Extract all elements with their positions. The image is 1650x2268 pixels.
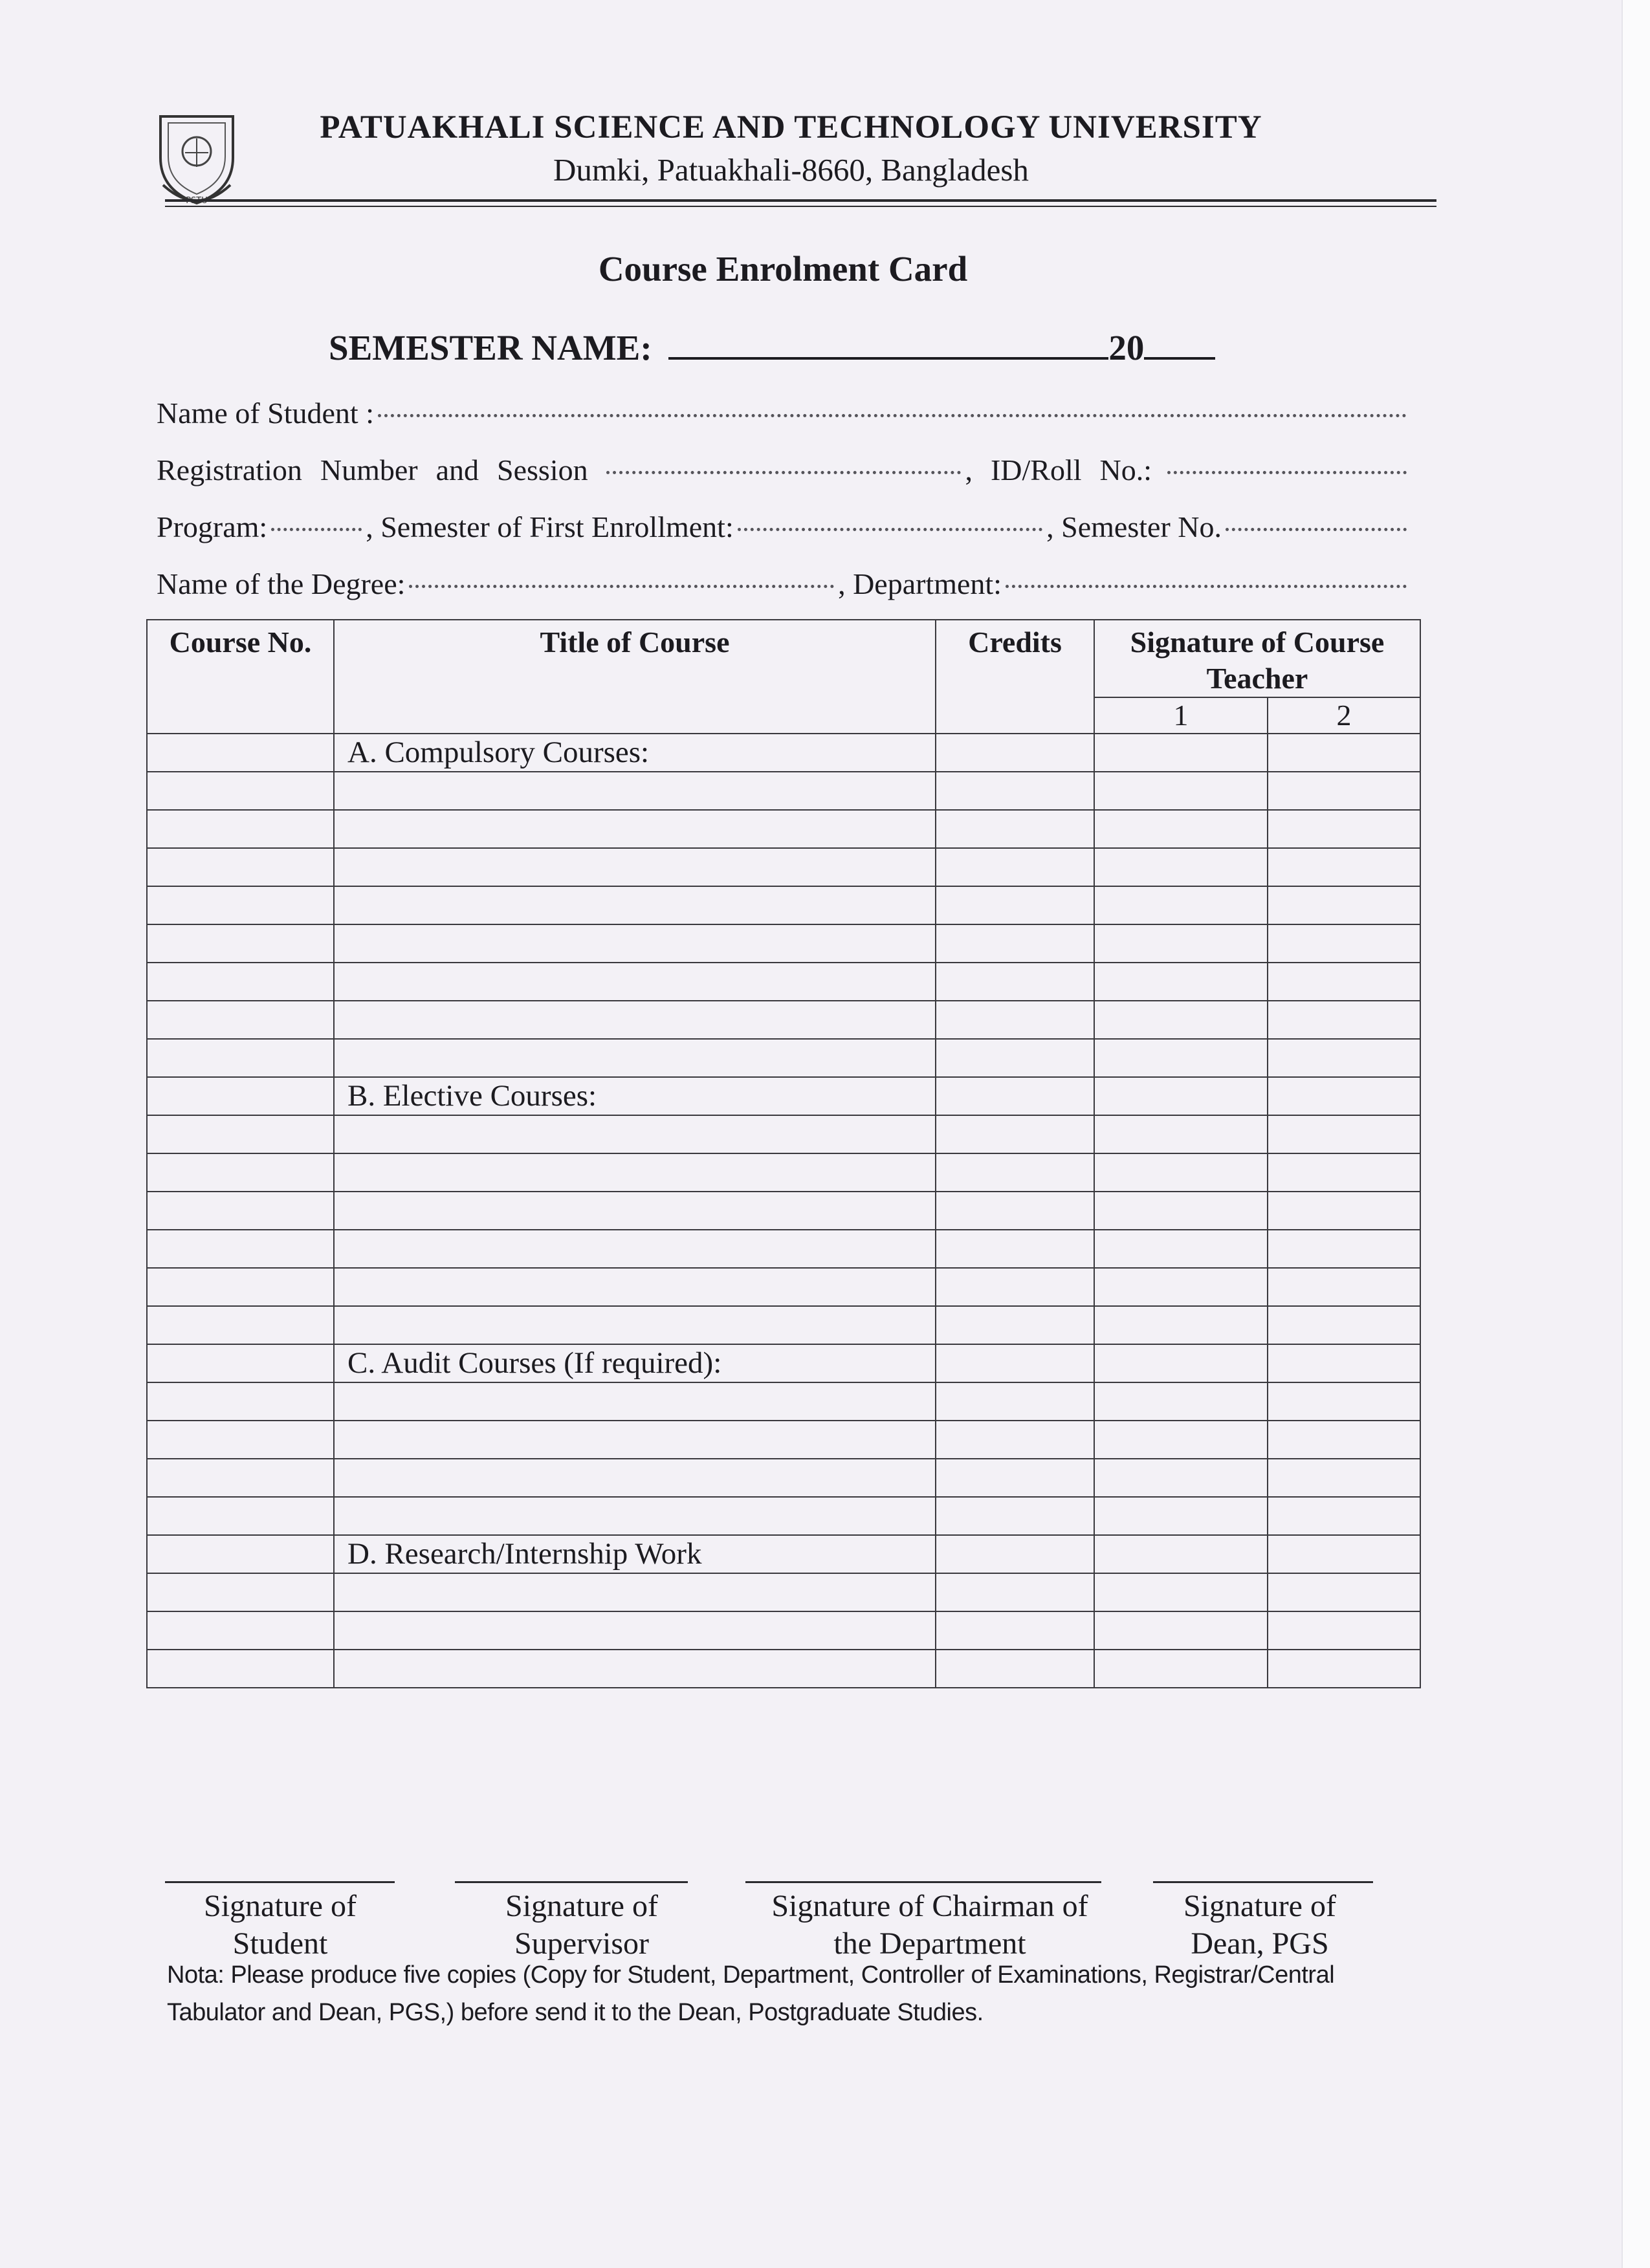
credits-cell[interactable]: [936, 1039, 1094, 1077]
table-row: [147, 1382, 1420, 1421]
signature-1-cell[interactable]: [1094, 1611, 1268, 1650]
title-cell[interactable]: [334, 1306, 936, 1344]
label-registration-and: and: [435, 453, 479, 486]
course-no-cell[interactable]: [147, 1497, 334, 1535]
signature-2-cell[interactable]: [1268, 1192, 1420, 1230]
signature-1-cell[interactable]: [1094, 848, 1268, 886]
comma-registration: ,: [965, 453, 973, 486]
table-row: [147, 848, 1420, 886]
credits-cell[interactable]: [936, 1535, 1094, 1573]
title-cell[interactable]: [334, 1650, 936, 1688]
label-name-of-student: Name of Student :: [157, 397, 374, 430]
credits-cell[interactable]: [936, 1306, 1094, 1344]
signature-chairman-label: [745, 1888, 1114, 1963]
label-registration-number: Number: [320, 453, 418, 486]
course-no-cell[interactable]: [147, 734, 334, 772]
label-registration: Registration: [157, 453, 302, 486]
title-cell[interactable]: [334, 810, 936, 848]
signature-2-cell[interactable]: [1268, 1573, 1420, 1611]
signature-1-cell[interactable]: [1094, 886, 1268, 924]
label-id-roll-no: No.:: [1099, 453, 1152, 486]
table-row: [147, 1192, 1420, 1230]
credits-cell[interactable]: [936, 1192, 1094, 1230]
signature-1-cell[interactable]: [1094, 1497, 1268, 1535]
signature-1-cell[interactable]: [1094, 1039, 1268, 1077]
semester-year-prefix: 20: [1108, 328, 1145, 367]
table-row: [147, 1077, 1420, 1115]
course-no-cell[interactable]: [147, 1001, 334, 1039]
semester-line: [329, 323, 1215, 368]
table-row: [147, 1039, 1420, 1077]
table-row: [147, 1306, 1420, 1344]
header-rule-thin: [165, 206, 1436, 207]
credits-cell[interactable]: [936, 1001, 1094, 1039]
label-semester-no: Semester No.: [1061, 510, 1222, 543]
course-no-cell[interactable]: [147, 1344, 334, 1382]
course-no-cell[interactable]: [147, 1039, 334, 1077]
table-row: [147, 1421, 1420, 1459]
label-id-roll: ID/Roll: [990, 453, 1082, 486]
university-address: Dumki, Patuakhali-8660, Bangladesh: [553, 152, 1029, 188]
signature-student-line1: Signature of: [204, 1889, 357, 1923]
course-no-cell[interactable]: [147, 1077, 334, 1115]
signature-1-cell[interactable]: [1094, 1535, 1268, 1573]
signature-2-cell[interactable]: [1268, 1421, 1420, 1459]
table-row: [147, 924, 1420, 963]
table-row: [147, 734, 1420, 772]
table-row: [147, 1535, 1420, 1573]
header-signature-2: 2: [1268, 697, 1420, 734]
label-semester-first-enrollment: Semester of First Enrollment:: [380, 510, 734, 543]
title-cell[interactable]: [334, 1459, 936, 1497]
title-cell[interactable]: [334, 1230, 936, 1268]
title-cell[interactable]: [334, 1153, 936, 1192]
signature-line-student[interactable]: [165, 1881, 395, 1883]
course-no-cell[interactable]: [147, 1153, 334, 1192]
credits-cell[interactable]: [936, 1611, 1094, 1650]
signature-1-cell[interactable]: [1094, 1421, 1268, 1459]
comma-degree: ,: [838, 567, 846, 600]
table-row: [147, 1268, 1420, 1306]
blank-id-roll[interactable]: [1167, 471, 1407, 474]
signature-2-cell[interactable]: [1268, 734, 1420, 772]
course-no-cell[interactable]: [147, 1115, 334, 1153]
course-no-cell[interactable]: [147, 1230, 334, 1268]
table-row: [147, 1115, 1420, 1153]
table-row: [147, 1497, 1420, 1535]
signature-2-cell[interactable]: [1268, 1459, 1420, 1497]
course-table-body: [147, 734, 1420, 1688]
signature-1-cell[interactable]: [1094, 1344, 1268, 1382]
signature-2-cell[interactable]: [1268, 1650, 1420, 1688]
signature-supervisor-line2: Supervisor: [514, 1926, 649, 1961]
signature-1-cell[interactable]: [1094, 772, 1268, 810]
signature-supervisor-line1: Signature of: [505, 1889, 658, 1923]
signature-2-cell[interactable]: [1268, 1268, 1420, 1306]
signature-dean-line1: Signature of: [1183, 1889, 1336, 1923]
course-no-cell[interactable]: [147, 924, 334, 963]
course-no-cell[interactable]: [147, 1306, 334, 1344]
title-cell[interactable]: [334, 1611, 936, 1650]
signature-1-cell[interactable]: [1094, 963, 1268, 1001]
title-cell[interactable]: [334, 1001, 936, 1039]
table-row: [147, 1611, 1420, 1650]
table-row: [147, 1153, 1420, 1192]
comma-program: ,: [366, 510, 373, 543]
signature-line-supervisor[interactable]: [455, 1881, 688, 1883]
university-name: PATUAKHALI SCIENCE AND TECHNOLOGY UNIVERSITY: [320, 109, 1262, 146]
header-signature-1: 1: [1094, 697, 1268, 734]
signature-2-cell[interactable]: [1268, 924, 1420, 963]
table-row: [147, 772, 1420, 810]
signature-2-cell[interactable]: [1268, 1001, 1420, 1039]
signature-1-cell[interactable]: [1094, 1230, 1268, 1268]
title-cell[interactable]: [334, 1268, 936, 1306]
comma-semester-first: ,: [1046, 510, 1054, 543]
signature-line-dean[interactable]: [1153, 1881, 1373, 1883]
header-title-of-course: Title of Course: [334, 620, 936, 734]
title-cell[interactable]: [334, 886, 936, 924]
title-cell[interactable]: [334, 1497, 936, 1535]
course-no-cell[interactable]: [147, 1650, 334, 1688]
credits-cell[interactable]: [936, 1153, 1094, 1192]
signature-2-cell[interactable]: [1268, 1306, 1420, 1344]
signature-1-cell[interactable]: [1094, 1077, 1268, 1115]
blank-registration[interactable]: [606, 471, 962, 474]
credits-cell[interactable]: [936, 1497, 1094, 1535]
signature-2-cell[interactable]: [1268, 963, 1420, 1001]
header-credits: Credits: [936, 620, 1094, 734]
blank-semester-first-enrollment[interactable]: [738, 528, 1042, 531]
signature-2-cell[interactable]: [1268, 1344, 1420, 1382]
section-label: B. Elective Courses:: [334, 1077, 936, 1115]
field-program: [157, 510, 1411, 544]
credits-cell[interactable]: [936, 924, 1094, 963]
signature-1-cell[interactable]: [1094, 1268, 1268, 1306]
label-registration-session: Session: [497, 453, 588, 486]
card-title: Course Enrolment Card: [598, 249, 968, 289]
credits-cell[interactable]: [936, 1077, 1094, 1115]
signature-2-cell[interactable]: [1268, 848, 1420, 886]
signature-1-cell[interactable]: [1094, 1192, 1268, 1230]
signature-student-line2: Student: [232, 1926, 328, 1961]
table-row: [147, 1344, 1420, 1382]
table-row: [147, 963, 1420, 1001]
credits-cell[interactable]: [936, 848, 1094, 886]
footer-note: Nota: Please produce five copies (Copy for Student, Department, Controller of Examinations, Registrar/Central Tabulator and Dean, PGS,) before send it to the Dean, Postgraduate Studies.: [167, 1961, 1335, 2026]
credits-cell[interactable]: [936, 886, 1094, 924]
table-row: [147, 810, 1420, 848]
field-degree: [157, 567, 1411, 601]
course-no-cell[interactable]: [147, 848, 334, 886]
label-program: Program:: [157, 510, 268, 543]
blank-semester-no[interactable]: [1226, 528, 1407, 531]
title-cell[interactable]: [334, 1573, 936, 1611]
table-row: [147, 1230, 1420, 1268]
credits-cell[interactable]: [936, 1268, 1094, 1306]
course-no-cell[interactable]: [147, 1192, 334, 1230]
course-no-cell[interactable]: [147, 1421, 334, 1459]
signature-2-cell[interactable]: [1268, 1497, 1420, 1535]
signature-chairman-line1: Signature of Chairman of: [771, 1889, 1088, 1923]
credits-cell[interactable]: [936, 1230, 1094, 1268]
course-no-cell[interactable]: [147, 772, 334, 810]
signature-1-cell[interactable]: [1094, 1115, 1268, 1153]
table-row: [147, 886, 1420, 924]
signature-2-cell[interactable]: [1268, 1230, 1420, 1268]
course-no-cell[interactable]: [147, 1382, 334, 1421]
credits-cell[interactable]: [936, 772, 1094, 810]
credits-cell[interactable]: [936, 1573, 1094, 1611]
paper-edge: [1622, 0, 1650, 2268]
signature-1-cell[interactable]: [1094, 1573, 1268, 1611]
svg-text:PSTU: PSTU: [186, 196, 208, 206]
table-row: [147, 1573, 1420, 1611]
credits-cell[interactable]: [936, 1459, 1094, 1497]
signature-2-cell[interactable]: [1268, 1535, 1420, 1573]
title-cell[interactable]: [334, 963, 936, 1001]
table-row: [147, 1459, 1420, 1497]
signature-2-cell[interactable]: [1268, 1153, 1420, 1192]
section-label: A. Compulsory Courses:: [334, 734, 936, 772]
blank-name-of-degree[interactable]: [409, 585, 834, 588]
header-rule-thick: [165, 199, 1436, 202]
section-label: C. Audit Courses (If required):: [334, 1344, 936, 1382]
table-row: [147, 1001, 1420, 1039]
course-no-cell[interactable]: [147, 1535, 334, 1573]
label-name-of-degree: Name of the Degree:: [157, 567, 406, 600]
course-no-cell[interactable]: [147, 810, 334, 848]
signature-1-cell[interactable]: [1094, 1153, 1268, 1192]
course-no-cell[interactable]: [147, 886, 334, 924]
credits-cell[interactable]: [936, 1421, 1094, 1459]
signature-dean-line2: Dean, PGS: [1191, 1926, 1329, 1961]
signature-dean-label: [1140, 1888, 1380, 1963]
title-cell[interactable]: [334, 772, 936, 810]
course-no-cell[interactable]: [147, 963, 334, 1001]
course-no-cell[interactable]: [147, 1611, 334, 1650]
credits-cell[interactable]: [936, 1650, 1094, 1688]
signature-1-cell[interactable]: [1094, 924, 1268, 963]
title-cell[interactable]: [334, 1421, 936, 1459]
signature-1-cell[interactable]: [1094, 810, 1268, 848]
signature-2-cell[interactable]: [1268, 1077, 1420, 1115]
field-registration: [157, 453, 1411, 487]
signature-student-label: [157, 1888, 403, 1963]
course-no-cell[interactable]: [147, 1459, 334, 1497]
title-cell[interactable]: [334, 1192, 936, 1230]
signature-2-cell[interactable]: [1268, 810, 1420, 848]
header-course-no: Course No.: [147, 620, 334, 734]
signature-1-cell[interactable]: [1094, 1001, 1268, 1039]
blank-department[interactable]: [1006, 585, 1407, 588]
field-name-of-student: [157, 396, 1411, 430]
signature-1-cell[interactable]: [1094, 1459, 1268, 1497]
title-cell[interactable]: [334, 1115, 936, 1153]
semester-year-blank[interactable]: [1144, 323, 1215, 360]
signature-2-cell[interactable]: [1268, 772, 1420, 810]
credits-cell[interactable]: [936, 963, 1094, 1001]
semester-label: SEMESTER NAME:: [329, 328, 652, 367]
label-department: Department:: [853, 567, 1002, 600]
signature-1-cell[interactable]: [1094, 1650, 1268, 1688]
signature-2-cell[interactable]: [1268, 1039, 1420, 1077]
signature-1-cell[interactable]: [1094, 1382, 1268, 1421]
signature-2-cell[interactable]: [1268, 1611, 1420, 1650]
title-cell[interactable]: [334, 848, 936, 886]
title-cell[interactable]: [334, 924, 936, 963]
signature-supervisor-label: [452, 1888, 711, 1963]
section-label: D. Research/Internship Work: [334, 1535, 936, 1573]
course-no-cell[interactable]: [147, 1573, 334, 1611]
credits-cell[interactable]: [936, 1115, 1094, 1153]
credits-cell[interactable]: [936, 810, 1094, 848]
signature-2-cell[interactable]: [1268, 1382, 1420, 1421]
signature-1-cell[interactable]: [1094, 734, 1268, 772]
blank-name-of-student[interactable]: [378, 414, 1407, 417]
header-signature-of-course-teacher: Signature of Course Teacher: [1094, 620, 1420, 697]
blank-program[interactable]: [271, 528, 362, 531]
signature-1-cell[interactable]: [1094, 1306, 1268, 1344]
signature-chairman-line2: the Department: [833, 1926, 1026, 1961]
credits-cell[interactable]: [936, 1382, 1094, 1421]
title-cell[interactable]: [334, 1039, 936, 1077]
university-logo: [154, 113, 239, 210]
signature-2-cell[interactable]: [1268, 1115, 1420, 1153]
credits-cell[interactable]: [936, 1344, 1094, 1382]
credits-cell[interactable]: [936, 734, 1094, 772]
course-no-cell[interactable]: [147, 1268, 334, 1306]
signature-line-chairman[interactable]: [745, 1881, 1101, 1883]
semester-name-blank[interactable]: [668, 323, 1108, 360]
signature-2-cell[interactable]: [1268, 886, 1420, 924]
title-cell[interactable]: [334, 1382, 936, 1421]
course-table: [146, 619, 1421, 1688]
table-row: [147, 1650, 1420, 1688]
